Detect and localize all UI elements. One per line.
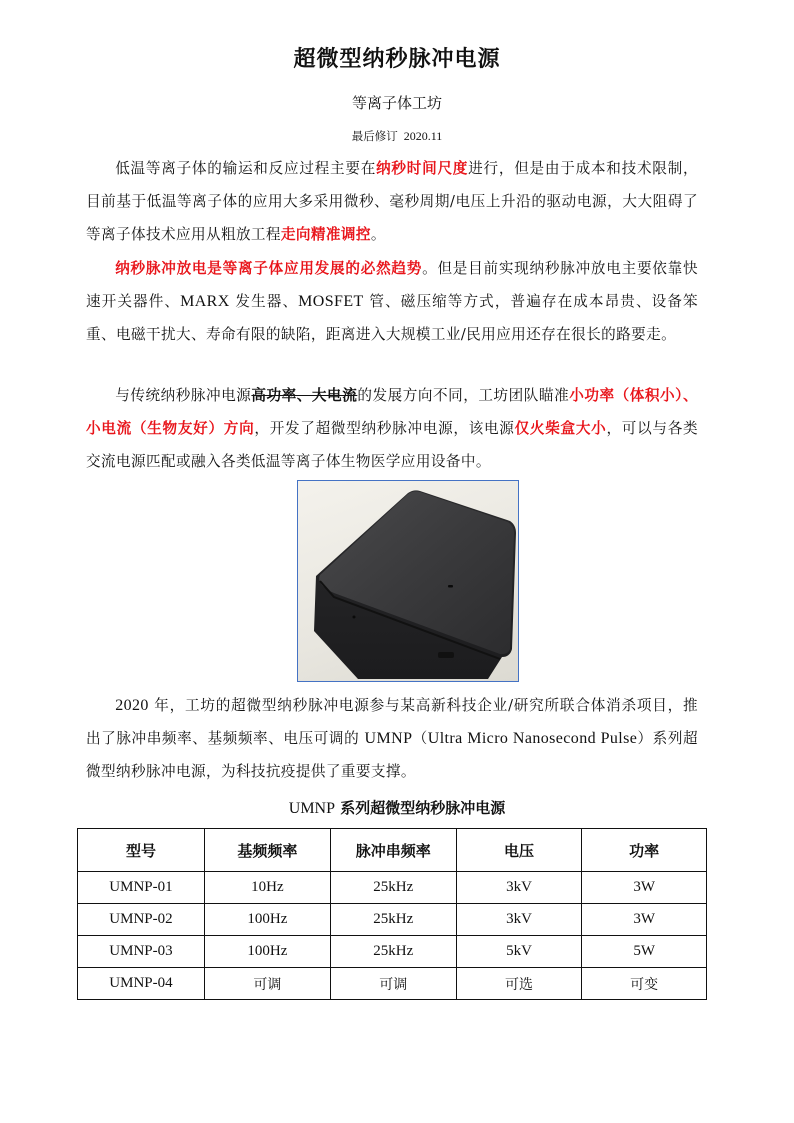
cell-base-frequency: 100Hz: [204, 936, 330, 968]
device-illustration: [298, 481, 518, 681]
text: （: [412, 730, 428, 747]
text: 与传统纳秒脉冲电源: [115, 387, 252, 404]
cell-power: 3W: [582, 872, 707, 904]
cell-burst-frequency: 25kHz: [330, 936, 456, 968]
cell-base-frequency: 可调: [204, 968, 330, 1000]
cell-model: UMNP-03: [78, 936, 205, 968]
device-photo: [297, 480, 519, 682]
text: 管、磁压缩等方式，普遍存在成本昂贵、设备笨重、电磁干扰大、寿命有限的缺陷，距离进入大规模工业/民用应用还存在很长的路要走。: [86, 293, 699, 343]
text-latin: UMNP: [364, 730, 413, 747]
column-header-model: 型号: [78, 829, 205, 872]
paragraph-product: [86, 379, 698, 478]
paragraph-project: [86, 689, 698, 788]
highlight-text: 走向精准调控: [280, 226, 371, 243]
table-caption: [0, 797, 794, 818]
paragraph-intro: [86, 152, 698, 251]
cell-base-frequency: 10Hz: [204, 872, 330, 904]
text: 低温等离子体的输运和反应过程主要在: [115, 160, 377, 177]
text: ，可以与各类交流电源匹配或融入各类低温等离子体生物医学应用设备中。: [86, 420, 698, 470]
cell-model: UMNP-02: [78, 904, 205, 936]
cell-voltage: 3kV: [456, 904, 582, 936]
table-row: [78, 936, 707, 968]
revision-label: 最后修订: [351, 129, 398, 143]
cell-model: UMNP-01: [78, 872, 205, 904]
highlight-text: 纳秒时间尺度: [376, 160, 469, 177]
text: ）系列超微型纳秒脉冲电源，为科技抗疫提供了重要支撑。: [86, 730, 698, 780]
cell-voltage: 3kV: [456, 872, 582, 904]
highlight-text: 仅火柴盒大小: [514, 420, 607, 437]
cell-burst-frequency: 25kHz: [330, 904, 456, 936]
cell-burst-frequency: 25kHz: [330, 872, 456, 904]
document-subtitle: 等离子体工坊: [351, 94, 442, 112]
text: ，开发了超微型纳秒脉冲电源，该电源: [254, 420, 515, 437]
table-row: [78, 904, 707, 936]
caption-latin: UMNP: [288, 800, 335, 817]
highlight-text: 纳秒脉冲放电是等离子体应用发展的必然趋势: [115, 260, 423, 277]
highlight-text: 小功率（体积小）、小电流（生物友好）方向: [86, 387, 698, 437]
cell-base-frequency: 100Hz: [204, 904, 330, 936]
cell-burst-frequency: 可调: [330, 968, 456, 1000]
column-header-base-frequency: 基频频率: [204, 829, 330, 872]
strikethrough-text: 高功率、大电流: [251, 387, 358, 404]
text: 进行，但是由于成本和技术限制，目前基于低温等离子体的应用大多采用微秒、毫秒周期/电压上升沿的驱动电源，大大阻碍了等离子体技术应用从粗放工程: [86, 160, 698, 243]
text-latin: 2020: [115, 697, 149, 714]
column-header-burst-frequency: 脉冲串频率: [330, 829, 456, 872]
text: 发生器、: [229, 293, 299, 310]
revision-line: [0, 128, 794, 144]
cell-power: 3W: [582, 904, 707, 936]
text: 的发展方向不同，工坊团队瞄准: [357, 387, 570, 404]
text: 。但是目前实现纳秒脉冲放电主要依靠快速开关器件、: [86, 260, 698, 310]
text: 。: [370, 226, 386, 243]
text-latin: MOSFET: [298, 293, 364, 310]
table-row: [78, 968, 707, 1000]
spec-table: [77, 828, 707, 1000]
cell-power: 5W: [582, 936, 707, 968]
table-header-row: [78, 829, 707, 872]
caption-text: 系列超微型纳秒脉冲电源: [335, 799, 506, 817]
cell-model: UMNP-04: [78, 968, 205, 1000]
text: 年，工坊的超微型纳秒脉冲电源参与某高新科技企业/研究所联合体消杀项目，推出了脉冲串频率、基频频率、电压可调的: [86, 697, 698, 747]
table-row: [78, 872, 707, 904]
cell-voltage: 5kV: [456, 936, 582, 968]
column-header-power: 功率: [582, 829, 707, 872]
text-latin: Ultra Micro Nanosecond Pulse: [427, 730, 638, 747]
column-header-voltage: 电压: [456, 829, 582, 872]
cell-power: 可变: [582, 968, 707, 1000]
revision-date: 2020.11: [403, 129, 443, 143]
document-title: 超微型纳秒脉冲电源: [293, 46, 501, 72]
cell-voltage: 可选: [456, 968, 582, 1000]
text-latin: MARX: [180, 293, 230, 310]
paragraph-trend: [86, 252, 698, 351]
